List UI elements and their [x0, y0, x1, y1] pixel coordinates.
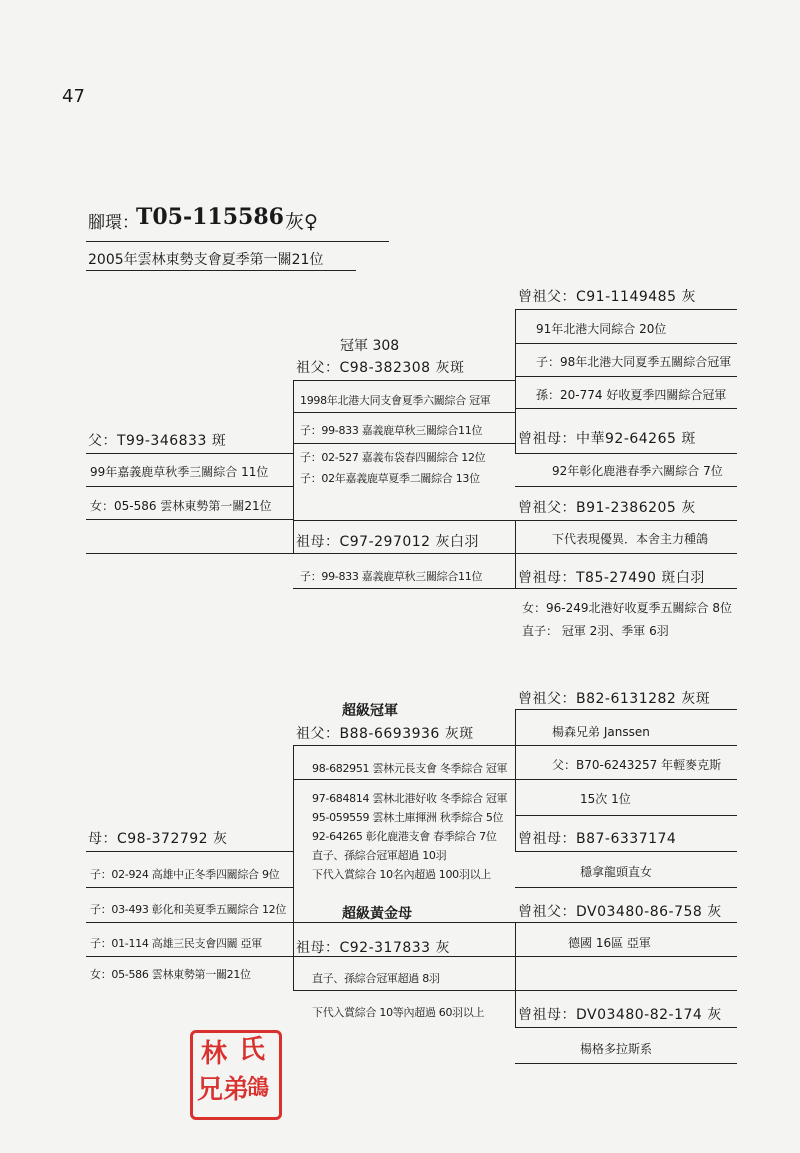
divider — [293, 956, 515, 957]
great-grandfather-note: 子：98年北港大同夏季五關綜合冠軍 — [536, 355, 732, 369]
great-grandfather-note: 父：B70-6243257 年輕麥克斯 — [552, 758, 722, 772]
divider — [86, 922, 294, 923]
grandfather-note: 95-059559 雲林土庫揮洲 秋季綜合 5位 — [312, 811, 504, 824]
grandfather-label: 祖父：B88-6693936 灰斑 — [296, 726, 474, 742]
divider — [293, 553, 515, 554]
divider — [293, 922, 515, 923]
mother-note: 子：02-924 高雄中正冬季四關綜合 9位 — [90, 868, 280, 881]
connector — [515, 922, 516, 1027]
divider — [515, 815, 737, 816]
divider — [515, 745, 737, 746]
divider — [515, 956, 737, 957]
divider — [515, 1063, 737, 1064]
bird-achievement: 2005年雲林東勢支會夏季第一關21位 — [88, 252, 324, 268]
mother-note: 子：03-493 彰化和美夏季五關綜合 12位 — [90, 903, 287, 916]
ring-number: T05-115586 — [136, 204, 284, 230]
great-grandmother-label: 曾祖母：T85-27490 斑白羽 — [518, 570, 705, 586]
grandfather-note: 直子、孫綜合冠軍超過 10羽 — [312, 849, 447, 862]
father-note: 99年嘉義鹿草秋季三關綜合 11位 — [90, 465, 269, 479]
great-grandfather-note: 楊森兄弟 Janssen — [552, 725, 650, 739]
divider — [515, 309, 737, 310]
grandmother-note: 直子、孫綜合冠軍超過 8羽 — [312, 972, 440, 985]
divider — [515, 922, 737, 923]
connector — [293, 745, 294, 990]
mother-note: 女：05-586 雲林東勢第一關21位 — [90, 968, 251, 981]
divider — [293, 412, 515, 413]
grandfather-note: 92-64265 彰化鹿港支會 春季綜合 7位 — [312, 830, 497, 843]
page-number: 47 — [62, 86, 85, 107]
divider — [515, 887, 737, 888]
divider — [86, 453, 294, 454]
father-note: 女：05-586 雲林東勢第一關21位 — [90, 499, 272, 513]
grandmother-note: 子：99-833 嘉義鹿草秋三關綜合11位 — [300, 570, 483, 583]
great-grandfather-note: 下代表現優異．本舍主力種鴿 — [552, 532, 709, 546]
grandfather-title: 冠軍 308 — [340, 338, 400, 354]
great-grandmother-note: 穩拿龍頭直女 — [580, 865, 653, 879]
mother-note: 子：01-114 高雄三民支會四關 亞軍 — [90, 937, 262, 950]
great-grandmother-note: 女：96-249北港好收夏季五關綜合 8位 — [522, 601, 732, 615]
great-grandfather-label: 曾祖父：B91-2386205 灰 — [518, 500, 696, 516]
connector — [515, 709, 516, 852]
divider — [515, 709, 737, 710]
divider — [515, 453, 737, 454]
divider — [515, 376, 737, 377]
divider — [293, 443, 515, 444]
divider — [515, 851, 737, 852]
divider — [515, 553, 737, 554]
great-grandmother-label: 曾祖母：DV03480-82-174 灰 — [518, 1007, 722, 1023]
loft-seal-stamp: 林 氏 兄弟 鴿 — [190, 1030, 282, 1120]
grandfather-note: 子：99-833 嘉義鹿草秋三關綜合11位 — [300, 424, 483, 437]
divider — [293, 779, 515, 780]
great-grandmother-label: 曾祖母：中華92-64265 斑 — [518, 431, 696, 447]
great-grandfather-label: 曾祖父：DV03480-86-758 灰 — [518, 904, 722, 920]
divider — [515, 990, 737, 991]
grandfather-note: 98-682951 雲林元長支會 冬季綜合 冠軍 — [312, 762, 508, 775]
divider — [293, 588, 515, 589]
divider — [515, 779, 737, 780]
grandfather-note: 子：02-527 嘉義布袋春四關綜合 12位 — [300, 451, 486, 464]
divider — [515, 486, 737, 487]
great-grandmother-note: 92年彰化鹿港春季六關綜合 7位 — [552, 464, 723, 478]
connector — [515, 520, 516, 588]
connector — [293, 380, 294, 553]
divider — [86, 553, 294, 554]
divider — [293, 745, 515, 746]
divider — [86, 519, 294, 520]
grandfather-label: 祖父：C98-382308 灰斑 — [296, 360, 465, 376]
great-grandmother-label: 曾祖母：B87-6337174 — [518, 831, 677, 847]
great-grandfather-label: 曾祖父：B82-6131282 灰斑 — [518, 691, 711, 707]
grandmother-note: 下代入賞綜合 10等內超過 60羽以上 — [312, 1006, 485, 1019]
ring-label: 腳環： — [88, 213, 139, 233]
divider — [86, 486, 294, 487]
great-grandfather-note: 德國 16區 亞軍 — [568, 936, 651, 950]
connector — [515, 309, 516, 453]
divider — [515, 1027, 737, 1028]
great-grandfather-label: 曾祖父：C91-1149485 灰 — [518, 289, 696, 305]
great-grandfather-note: 91年北港大同綜合 20位 — [536, 322, 667, 336]
grandfather-note: 子：02年嘉義鹿草夏季二關綜合 13位 — [300, 472, 480, 485]
color-sex: 灰♀ — [285, 211, 318, 233]
divider — [86, 241, 389, 242]
divider — [86, 851, 294, 852]
grandfather-title: 超級冠軍 — [342, 703, 398, 719]
grandfather-note: 下代入賞綜合 10名內超過 100羽以上 — [312, 868, 491, 881]
divider — [293, 380, 515, 381]
divider — [515, 343, 737, 344]
divider — [86, 887, 294, 888]
divider — [515, 520, 737, 521]
father-label: 父：T99-346833 斑 — [88, 433, 227, 449]
great-grandfather-note: 15次 1位 — [580, 792, 631, 806]
great-grandmother-note: 直子： 冠軍 2羽、季軍 6羽 — [522, 624, 669, 638]
divider — [515, 588, 737, 589]
divider — [293, 520, 515, 521]
divider — [86, 270, 356, 271]
grandmother-label: 祖母：C92-317833 灰 — [296, 940, 451, 956]
grandmother-label: 祖母：C97-297012 灰白羽 — [296, 534, 480, 550]
grandmother-title: 超級黃金母 — [342, 906, 412, 922]
great-grandmother-note: 楊格多拉斯系 — [580, 1042, 653, 1056]
great-grandfather-note: 孫：20-774 好收夏季四關綜合冠軍 — [536, 388, 727, 402]
mother-label: 母：C98-372792 灰 — [88, 831, 228, 847]
grandfather-note: 1998年北港大同支會夏季六關綜合 冠軍 — [300, 394, 491, 407]
divider — [86, 956, 294, 957]
divider — [293, 990, 515, 991]
grandfather-note: 97-684814 雲林北港好收 冬季綜合 冠軍 — [312, 792, 508, 805]
divider — [515, 408, 737, 409]
